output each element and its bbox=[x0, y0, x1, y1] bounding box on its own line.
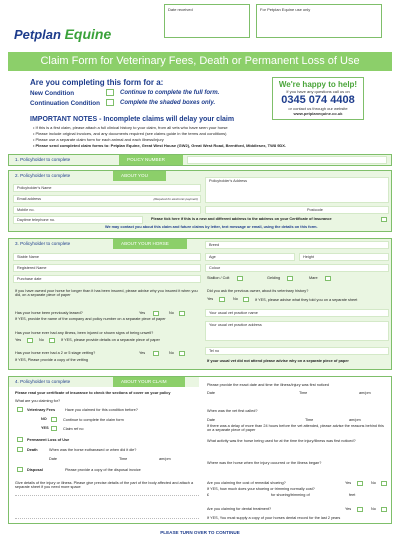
new-condition-checkbox[interactable] bbox=[106, 89, 114, 96]
vet-practice-name-field[interactable]: Your usual vet practice name bbox=[205, 309, 389, 317]
help-box bbox=[272, 77, 364, 120]
mare-checkbox[interactable] bbox=[325, 276, 331, 281]
help-phone[interactable]: 0345 074 4408 bbox=[281, 94, 355, 106]
first-noticed-ampm: am/pm bbox=[359, 391, 371, 395]
injured-yes: Yes bbox=[15, 338, 22, 342]
height-field[interactable]: Height bbox=[299, 253, 389, 261]
claim-ref-text: Claim ref no bbox=[63, 427, 84, 431]
death-time-label: Time bbox=[119, 457, 128, 461]
previous-owner-no: No bbox=[233, 297, 238, 301]
dental-question: Are you claiming for dental treatment? bbox=[207, 507, 272, 511]
previous-owner-question: Did you ask the previous owner, about its veterinary history? bbox=[207, 289, 309, 293]
section-about-claim bbox=[8, 376, 392, 524]
previous-owner-note: If YES, please advise what they told you on a separate sheet bbox=[255, 298, 358, 302]
first-noticed-date: Date bbox=[207, 391, 216, 395]
vet-called-date: Date bbox=[207, 418, 216, 422]
dental-yes: Yes bbox=[345, 507, 352, 511]
section-about-horse-pill: ABOUT YOUR HORSE bbox=[113, 239, 187, 249]
section-policy-header bbox=[9, 155, 391, 165]
leased-no: No bbox=[169, 311, 174, 315]
section-policy-pill: POLICY NUMBER bbox=[119, 155, 183, 165]
owned-longer-question: If you have owned your horse for longer than it has been insured, please advise why you insured it when you did, on a separate piece of paper bbox=[15, 289, 198, 297]
activity-question: What activity was the horse being used for at the time the injury/illness was first noticed? bbox=[207, 439, 356, 443]
leased-note: If YES, provide the name of the company and policy number on a separate piece of paper bbox=[15, 317, 166, 321]
form-title: Claim Form for Veterinary Fees, Death or Permanent Loss of Use bbox=[8, 52, 392, 71]
leased-yes: Yes bbox=[139, 311, 146, 315]
gelding-checkbox[interactable] bbox=[287, 276, 293, 281]
vet-called-time: Time bbox=[305, 418, 314, 422]
remedial-question: Are you claiming the cost of remedial shoeing? bbox=[207, 481, 286, 485]
email-note: (Required for electronic payment) bbox=[153, 197, 198, 201]
read-certificate-text: Please read your certificate of insurance to check the sections of cover on your policy bbox=[15, 391, 171, 395]
stallion-checkbox[interactable] bbox=[237, 276, 243, 281]
delay-note: If there was a delay of more than 24 hours before the vet attended, please advise the reasons behind this on a separate piece of paper bbox=[207, 424, 384, 432]
note-2: • Please include original invoices, and any documents required (see claims guide in the terms and conditions) bbox=[33, 131, 227, 136]
email-label: Email address bbox=[17, 197, 42, 201]
vetting-question: Has your horse ever had a 2 or 5 stage vetting? bbox=[15, 351, 96, 355]
purchase-date-field[interactable]: Purchase date bbox=[13, 275, 201, 283]
where-question: Where was the horse when the injury occurred or the illness began? bbox=[207, 461, 322, 465]
mobile-field[interactable]: Mobile no. bbox=[13, 206, 201, 214]
help-line1: If you have any questions call us on bbox=[286, 89, 350, 94]
postcode-label: Postcode bbox=[307, 208, 323, 212]
previous-owner-yes: Yes bbox=[207, 297, 214, 301]
policy-number-input[interactable] bbox=[187, 156, 387, 164]
continue-claim-text: Continue to complete the claim form bbox=[63, 418, 124, 422]
new-address-checkbox[interactable] bbox=[381, 217, 387, 222]
vet-called-question: When was the vet first called? bbox=[207, 409, 258, 413]
age-field[interactable]: Age bbox=[205, 253, 295, 261]
section-policy-label: 1. Policyholder to complete bbox=[15, 157, 71, 162]
brand-logo bbox=[14, 26, 111, 42]
office-use-label: For Petplan Equine use only bbox=[260, 7, 311, 12]
injured-yes-box[interactable] bbox=[27, 338, 33, 343]
stallion-label: Stallion / Colt bbox=[207, 276, 230, 280]
permanent-loss-checkbox[interactable] bbox=[17, 437, 23, 442]
new-address-text: Please tick here if this is a new and different address to the address on your Certificate of Insurance bbox=[151, 217, 332, 221]
remedial-no: No bbox=[371, 481, 376, 485]
contact-consent-text: We may contact you about this claim and future claims by letter, text message or email, using the details on this form. bbox=[105, 225, 318, 229]
death-label: Death bbox=[27, 448, 38, 452]
policyholder-name-field[interactable]: Policyholder's Name bbox=[13, 184, 201, 192]
section-about-claim-pill: ABOUT YOUR CLAIM bbox=[113, 377, 185, 387]
continuation-condition-checkbox[interactable] bbox=[106, 99, 114, 106]
section-about-claim-header bbox=[9, 377, 199, 387]
injury-details-text: Give details of the injury or illness. Please give precise details of the part of the body affected and attach a separate sheet if you need more space bbox=[15, 481, 194, 489]
injured-question: Has your horse ever had any illness, been injured or shown signs of being unwell? bbox=[15, 331, 154, 335]
note-3: • Please use a separate claim form for each animal and each illness/injury bbox=[33, 137, 164, 142]
vetting-yes-box[interactable] bbox=[153, 351, 159, 356]
first-noticed-question: Please provide the exact date and time the illness/injury was first noticed bbox=[207, 383, 329, 387]
previous-owner-yes-box[interactable] bbox=[219, 297, 225, 302]
date-received-box[interactable] bbox=[164, 4, 250, 38]
section-about-you-label: 2. Policyholder to complete bbox=[15, 173, 71, 178]
claiming-for-text: What are you claiming for? bbox=[15, 399, 61, 403]
dental-yes-box[interactable] bbox=[357, 507, 363, 512]
brand-name-2: Equine bbox=[64, 26, 112, 42]
form-question: Are you completing this form for a: bbox=[30, 78, 164, 87]
vet-fees-label: Veterinary Fees bbox=[27, 408, 56, 412]
office-use-box bbox=[256, 4, 382, 38]
shoeing-currency: £ bbox=[207, 493, 210, 497]
shoeing-cost-note: If YES, how much does your shoeing or trimming normally cost? bbox=[207, 487, 315, 491]
death-ampm-label: am/pm bbox=[159, 457, 171, 461]
turn-over-footer: PLEASE TURN OVER TO CONTINUE bbox=[160, 530, 240, 535]
vet-called-ampm: am/pm bbox=[349, 418, 361, 422]
mare-label: Mare bbox=[309, 276, 318, 280]
new-condition-instruction: Continue to complete the full form. bbox=[120, 90, 220, 96]
euthanased-question: When was the horse euthanased or when did it die? bbox=[49, 448, 137, 452]
vet-fees-checkbox[interactable] bbox=[17, 407, 23, 412]
remedial-yes-box[interactable] bbox=[357, 481, 363, 486]
injured-no-box[interactable] bbox=[49, 338, 55, 343]
disposal-note: Please provide a copy of the disposal invoice bbox=[65, 468, 141, 472]
dental-note: If YES, You must supply a copy of your horses dental record for the last 2 years bbox=[207, 516, 341, 520]
date-received-label: Date received bbox=[168, 7, 193, 12]
injury-details-lines[interactable] bbox=[15, 495, 199, 519]
policyholder-address-field[interactable]: Policyholder's Address bbox=[205, 177, 389, 203]
section-about-horse bbox=[8, 238, 392, 370]
permanent-loss-label: Permanent Loss of Use bbox=[27, 438, 70, 442]
leased-question: Has your horse been previously leased? bbox=[15, 311, 83, 315]
section-about-you bbox=[8, 170, 392, 232]
disposal-label: Disposal bbox=[27, 468, 43, 472]
shoeing-feet-text: feet bbox=[349, 493, 356, 497]
injured-note: If YES, please provide details on a separate piece of paper bbox=[61, 338, 160, 342]
vet-practice-address-field[interactable]: Your usual vet practice address bbox=[205, 321, 389, 341]
vetting-yes: Yes bbox=[139, 351, 146, 355]
brand-name-1: Petplan bbox=[14, 27, 61, 42]
help-title: We're happy to help! bbox=[278, 80, 358, 89]
note-4: • Please send completed claim forms to: Petplan Equine, Great West House (GW2), Great West Road, Brentford, Middlesex, TW8 9DX. bbox=[33, 143, 287, 148]
claimed-yes-box[interactable] bbox=[51, 426, 57, 431]
claimed-yes-label: YES bbox=[41, 426, 49, 430]
injured-no: No bbox=[39, 338, 44, 342]
continuation-condition-instruction: Complete the shaded boxes only. bbox=[120, 100, 216, 106]
section-about-claim-label: 4. Policyholder to complete bbox=[15, 379, 71, 384]
continuation-condition-label: Continuation Condition bbox=[30, 100, 100, 107]
section-about-horse-label: 3. Policyholder to complete bbox=[15, 241, 71, 246]
shoeing-every-text: for shoeing/trimming of bbox=[271, 493, 310, 497]
leased-no-box[interactable] bbox=[179, 311, 185, 316]
section-about-you-pill: ABOUT YOU bbox=[113, 171, 166, 181]
leased-yes-box[interactable] bbox=[153, 311, 159, 316]
help-line2: or contact us through our website bbox=[288, 106, 348, 111]
remedial-yes: Yes bbox=[345, 481, 352, 485]
first-noticed-time: Time bbox=[299, 391, 308, 395]
remedial-no-box[interactable] bbox=[381, 481, 387, 486]
claimed-no-label: NO bbox=[41, 417, 47, 421]
new-condition-label: New Condition bbox=[30, 90, 75, 97]
vetting-no: No bbox=[169, 351, 174, 355]
gelding-label: Gelding bbox=[267, 276, 281, 280]
dental-no: No bbox=[371, 507, 376, 511]
daytime-phone-field[interactable]: Daytime telephone no. bbox=[13, 216, 143, 224]
section-policy bbox=[8, 154, 392, 166]
vetting-no-box[interactable] bbox=[179, 351, 185, 356]
disposal-checkbox[interactable] bbox=[17, 467, 23, 472]
notes-title: IMPORTANT NOTES - Incomplete claims will delay your claim bbox=[30, 116, 235, 123]
email-field[interactable] bbox=[13, 195, 201, 203]
stable-name-field[interactable]: Stable Name bbox=[13, 253, 201, 261]
breed-field[interactable]: Breed bbox=[205, 241, 389, 249]
postcode-field[interactable] bbox=[205, 206, 389, 214]
death-date-label: Date bbox=[49, 457, 58, 461]
vet-tel-field[interactable]: Tel no bbox=[205, 347, 389, 355]
vetting-note: If YES, Please provide a copy of the vetting bbox=[15, 358, 88, 362]
registered-name-field[interactable]: Registered Name bbox=[13, 264, 201, 272]
help-url[interactable]: www.petplanequine.co.uk bbox=[293, 111, 343, 116]
claimed-before-text: Have you claimed for this condition before? bbox=[65, 408, 138, 412]
claimed-no-box[interactable] bbox=[51, 417, 57, 422]
death-checkbox[interactable] bbox=[17, 447, 23, 452]
note-1: • If this is a first claim, please attach a full clinical history to your claim, from all vets who have seen your horse bbox=[33, 125, 228, 130]
colour-field[interactable]: Colour bbox=[205, 264, 389, 272]
usual-vet-note: If your usual vet did not attend please advise why on a separate piece of paper bbox=[207, 359, 349, 363]
dental-no-box[interactable] bbox=[381, 507, 387, 512]
previous-owner-no-box[interactable] bbox=[243, 297, 249, 302]
